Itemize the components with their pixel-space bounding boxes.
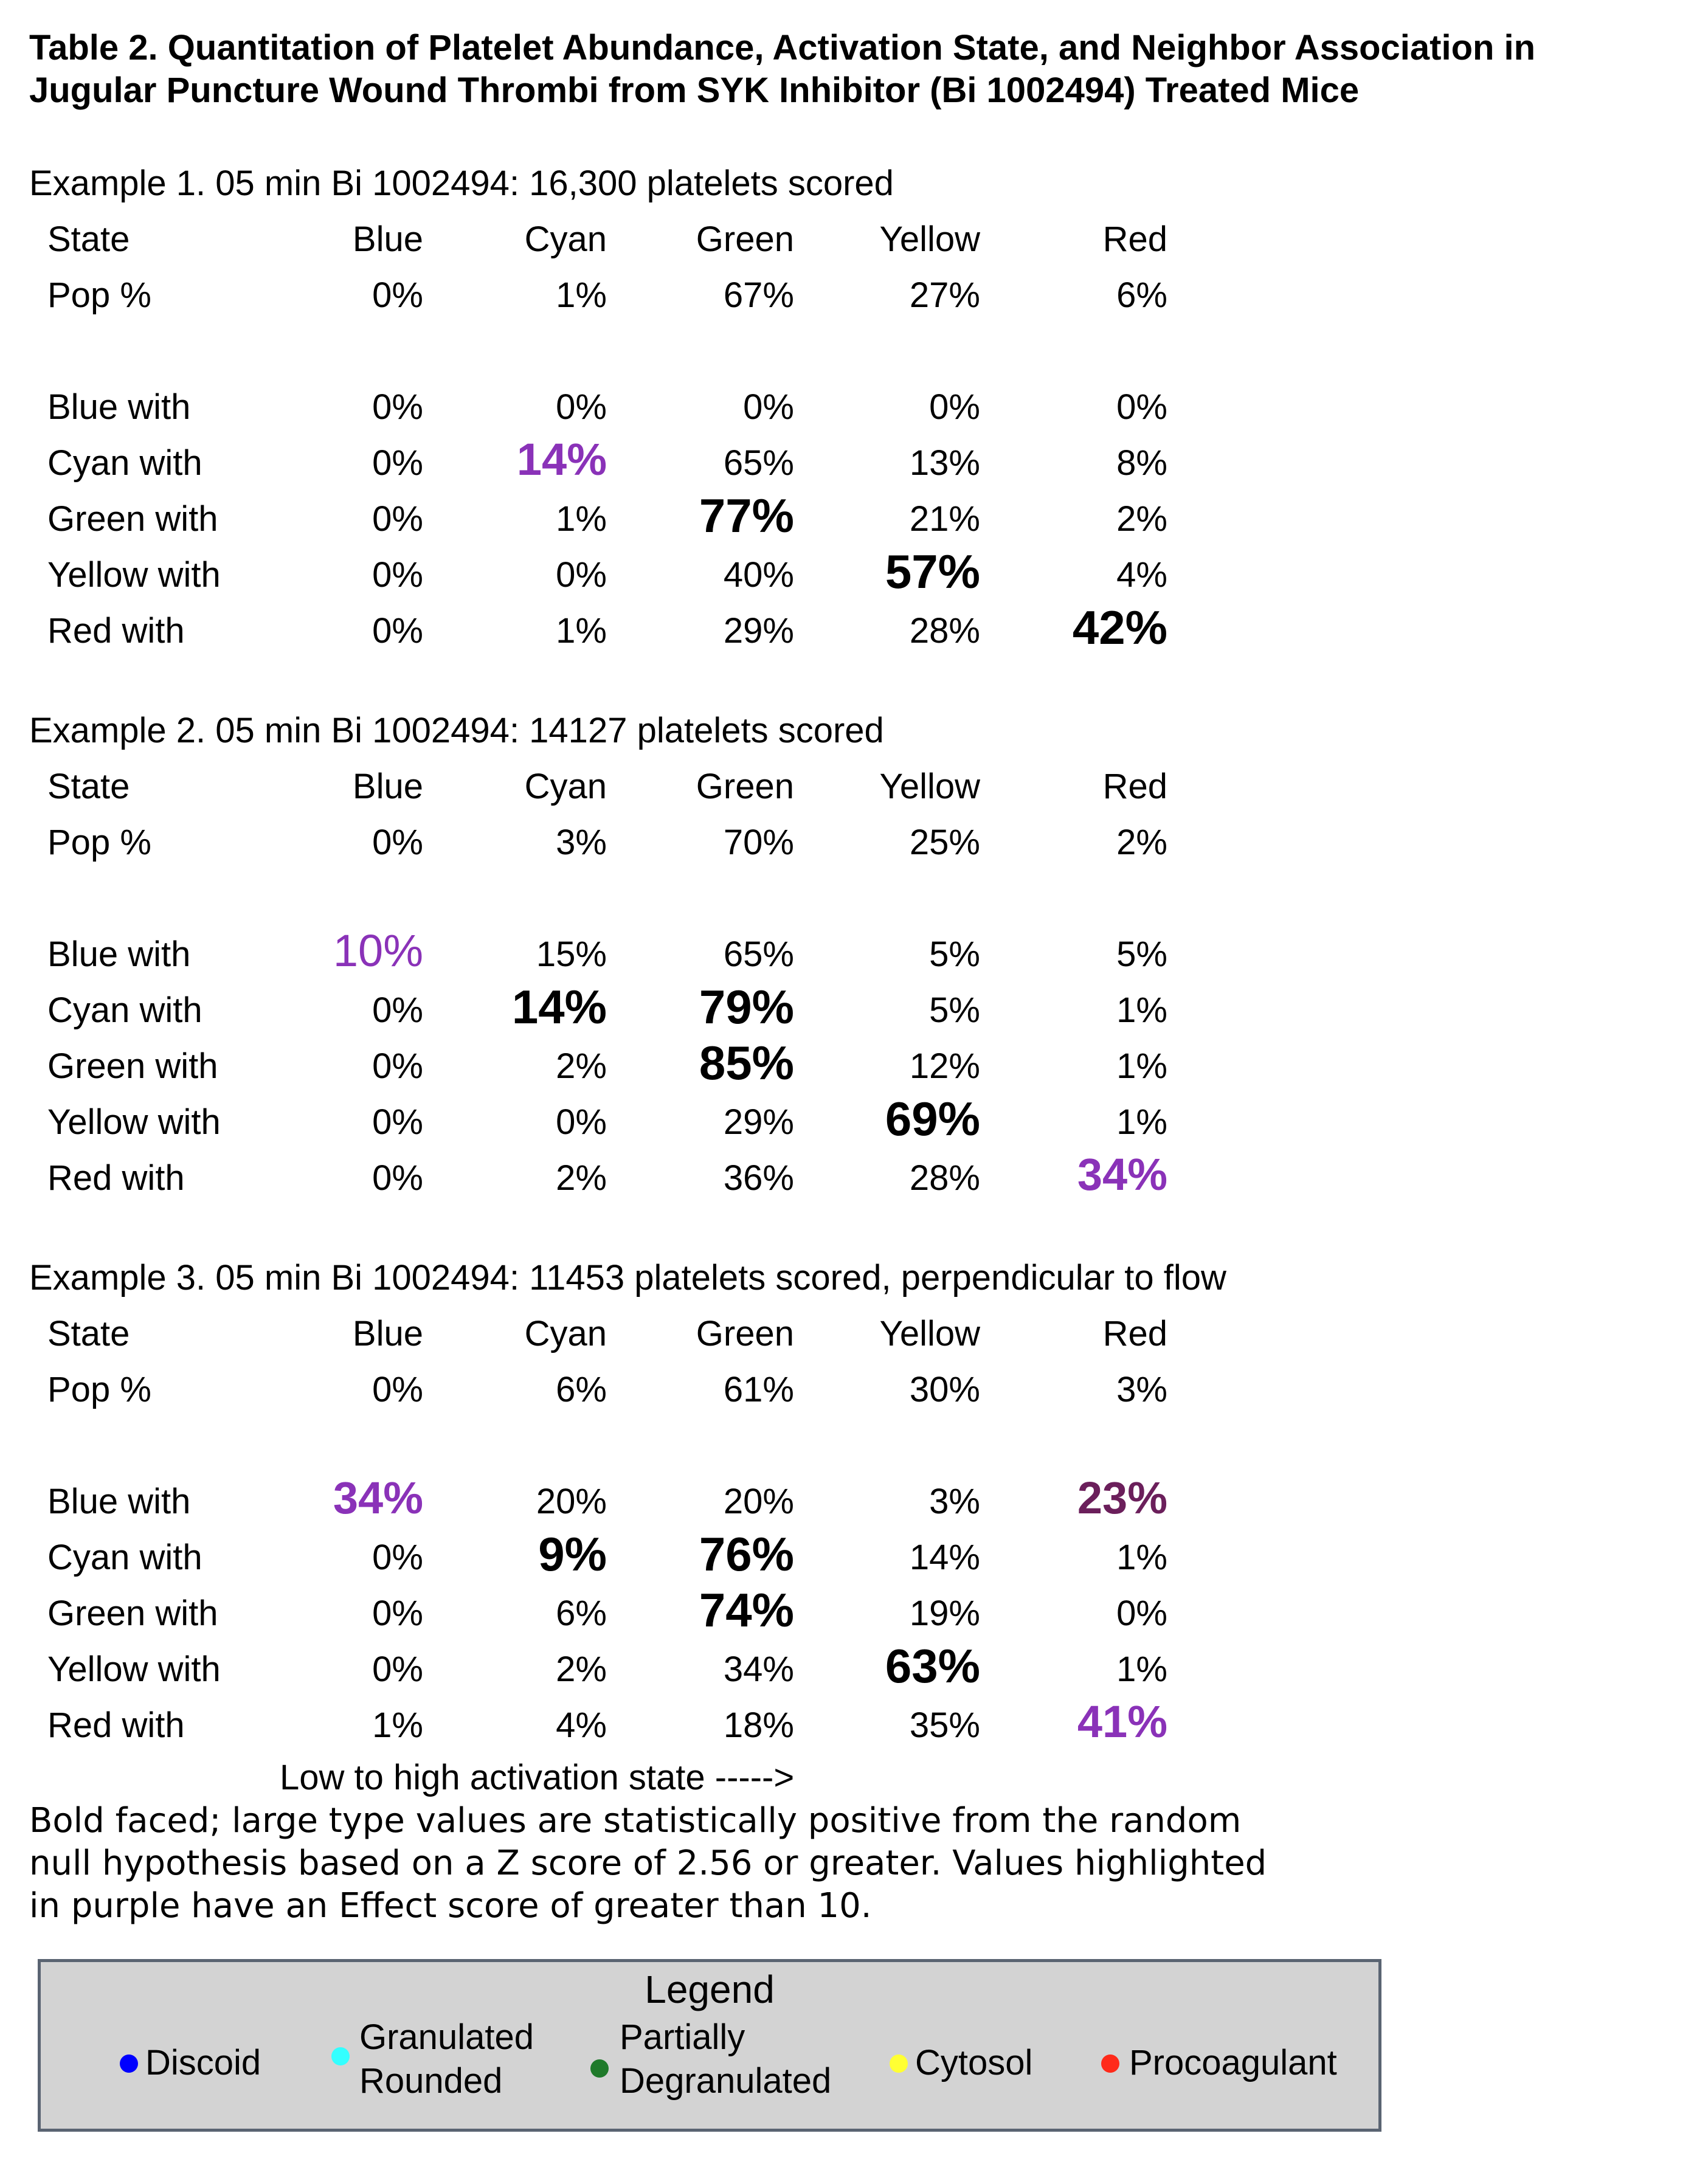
table-cell: 34% [723,1650,794,1689]
table-cell-significant: 14% [511,980,607,1034]
example-3-heading: Example 3. 05 min Bi 1002494: 11453 platelets scored, perpendicular to flow [29,1258,1226,1298]
table-row [0,980,1694,1038]
table-cell: 0% [929,387,980,427]
table-cell: 0% [556,555,607,595]
table-cell: 4% [1116,555,1167,595]
table-cell: 1% [556,499,607,539]
pop-value: 30% [909,1370,980,1409]
row-label: Cyan with [47,443,202,483]
row-label: Yellow with [47,1650,221,1689]
pop-label: Pop % [47,275,151,315]
example-1-pop-row [0,268,1694,323]
table-cell: 0% [372,611,423,651]
row-label: Green with [47,1046,218,1086]
title-line-2: Jugular Puncture Wound Thrombi from SYK Inhibitor (Bi 1002494) Treated Mice [29,71,1360,110]
pop-value: 6% [1116,275,1167,315]
table-cell: 5% [929,990,980,1030]
table-row [0,547,1694,603]
table-row [0,1150,1694,1206]
table-cell: 0% [1116,387,1167,427]
table-row [0,1038,1694,1094]
table-cell-highlight: 34% [1077,1149,1167,1200]
table-cell: 0% [372,1538,423,1577]
table-cell-significant: 69% [885,1092,980,1146]
table-cell-highlight: 23% [1077,1473,1167,1523]
table-cell: 65% [723,443,794,483]
table-row [0,1094,1694,1150]
table-row [0,1583,1694,1642]
table-cell: 2% [1116,499,1167,539]
pop-value: 25% [909,823,980,862]
row-label: Blue with [47,935,191,974]
example-2-pop-row [0,815,1694,871]
table-cell: 1% [1116,1102,1167,1142]
example-1-heading: Example 1. 05 min Bi 1002494: 16,300 platelets scored [29,164,894,203]
table-cell: 29% [723,611,794,651]
table-cell: 0% [372,555,423,595]
row-label: Red with [47,1158,185,1198]
table-cell: 6% [556,1594,607,1633]
table-row [0,1698,1694,1754]
legend-item-line: Partially [620,2017,745,2057]
table-row [0,927,1694,983]
table-cell: 4% [556,1705,607,1745]
header-red: Red [1102,767,1167,806]
table-cell-significant: 77% [699,489,794,542]
pop-label: Pop % [47,823,151,862]
header-blue: Blue [352,767,423,806]
table-cell: 14% [909,1538,980,1577]
table-cell: 5% [929,935,980,974]
table-cell: 0% [1116,1594,1167,1633]
legend-item-partially-degranulated [620,2016,831,2103]
table-cell: 20% [723,1482,794,1521]
header-green: Green [696,767,794,806]
legend [38,1959,1381,2132]
cytosol-dot-icon [890,2054,908,2073]
header-state: State [47,767,130,806]
legend-item-line: Degranulated [620,2061,832,2101]
footnote [29,1800,1428,1927]
row-label: Blue with [47,387,191,427]
row-label: Yellow with [47,555,221,595]
discoid-dot-icon [120,2054,138,2073]
table-cell-significant: 79% [699,980,794,1034]
pop-value: 1% [556,275,607,315]
header-blue: Blue [352,1314,423,1353]
table-cell: 8% [1116,443,1167,483]
table-cell: 35% [909,1705,980,1745]
table-cell: 5% [1116,935,1167,974]
header-red: Red [1102,219,1167,259]
procoagulant-dot-icon [1101,2054,1119,2073]
table-cell: 2% [556,1046,607,1086]
table-row [0,603,1694,659]
table-cell: 36% [723,1158,794,1198]
table-cell: 18% [723,1705,794,1745]
table-cell: 0% [372,1650,423,1689]
table-title [29,27,1671,112]
header-state: State [47,219,130,259]
table-cell: 28% [909,611,980,651]
table-cell: 19% [909,1594,980,1633]
table-cell-significant: 63% [885,1639,980,1693]
table-row [0,1474,1694,1530]
table-cell-significant: 74% [699,1583,794,1637]
row-label: Cyan with [47,990,202,1030]
pop-value: 61% [723,1370,794,1409]
footnote-line-1: Bold faced; large type values are statistically positive from the random [29,1801,1242,1840]
activation-note: Low to high activation state -----> [280,1758,795,1797]
row-label: Red with [47,1705,185,1745]
header-cyan: Cyan [524,767,607,806]
table-cell: 0% [372,1594,423,1633]
header-green: Green [696,1314,794,1353]
table-cell: 0% [372,1102,423,1142]
pop-value: 3% [556,823,607,862]
pop-value: 0% [372,1370,423,1409]
table-row [0,491,1694,547]
example-2-header-row [0,759,1694,815]
legend-item-line: Granulated [359,2017,534,2057]
table-cell-highlight: 41% [1077,1696,1167,1747]
pop-value: 70% [723,823,794,862]
pop-value: 0% [372,275,423,315]
pop-label: Pop % [47,1370,151,1409]
table-cell: 0% [372,499,423,539]
pop-value: 2% [1116,823,1167,862]
pop-value: 3% [1116,1370,1167,1409]
example-2-heading: Example 2. 05 min Bi 1002494: 14127 platelets scored [29,711,884,750]
header-yellow: Yellow [879,767,980,806]
table-cell: 0% [372,387,423,427]
table-cell-highlight: 10% [333,925,423,976]
header-cyan: Cyan [524,1314,607,1353]
table-cell: 40% [723,555,794,595]
legend-title: Legend [645,1968,775,2011]
pop-value: 67% [723,275,794,315]
table-cell: 15% [536,935,607,974]
table-cell: 12% [909,1046,980,1086]
legend-item-cytosol: Cytosol [915,2043,1033,2082]
table-row [0,435,1694,491]
header-green: Green [696,219,794,259]
legend-item-discoid: Discoid [145,2043,261,2082]
legend-item-procoagulant: Procoagulant [1129,2043,1337,2082]
table-cell-significant: 85% [699,1036,794,1090]
row-label: Yellow with [47,1102,221,1142]
table-cell: 29% [723,1102,794,1142]
row-label: Green with [47,499,218,539]
table-cell-significant: 57% [885,545,980,598]
table-cell: 0% [372,443,423,483]
table-row [0,379,1694,435]
row-label: Blue with [47,1482,191,1521]
header-yellow: Yellow [879,1314,980,1353]
table-cell: 3% [929,1482,980,1521]
legend-item-granulated [359,2016,534,2103]
table-cell: 1% [1116,1650,1167,1689]
row-label: Cyan with [47,1538,202,1577]
granulated-rounded-dot-icon [331,2047,350,2065]
table-cell: 2% [556,1650,607,1689]
table-cell: 1% [1116,1046,1167,1086]
example-3-pop-row [0,1362,1694,1418]
table-cell: 20% [536,1482,607,1521]
header-red: Red [1102,1314,1167,1353]
table-cell: 28% [909,1158,980,1198]
partially-degranulated-dot-icon [590,2059,609,2078]
table-cell: 1% [1116,1538,1167,1577]
table-cell-highlight: 34% [333,1473,423,1523]
header-cyan: Cyan [524,219,607,259]
header-state: State [47,1314,130,1353]
table-cell: 1% [372,1705,423,1745]
example-1-header-row [0,212,1694,268]
pop-value: 6% [556,1370,607,1409]
footnote-line-3: in purple have an Effect score of greater than 10. [29,1886,872,1926]
table-row [0,1639,1694,1698]
table-cell: 0% [743,387,794,427]
table-row [0,1527,1694,1586]
legend-item-line: Rounded [359,2061,503,2101]
pop-value: 0% [372,823,423,862]
table-cell: 21% [909,499,980,539]
table-cell: 2% [556,1158,607,1198]
table-cell-highlight: 14% [516,434,607,485]
table-cell: 65% [723,935,794,974]
table-cell-significant: 76% [699,1527,794,1581]
header-blue: Blue [352,219,423,259]
table-cell: 1% [1116,990,1167,1030]
table-cell: 13% [909,443,980,483]
footnote-line-2: null hypothesis based on a Z score of 2.56 or greater. Values highlighted [29,1844,1267,1883]
header-yellow: Yellow [879,219,980,259]
table-cell-significant: 42% [1072,601,1167,654]
table-cell: 0% [556,387,607,427]
row-label: Red with [47,611,185,651]
table-cell: 0% [372,990,423,1030]
table-cell: 0% [372,1158,423,1198]
pop-value: 27% [909,275,980,315]
example-3-header-row [0,1306,1694,1362]
title-line-1: Table 2. Quantitation of Platelet Abundance, Activation State, and Neighbor Association in [29,28,1536,67]
table-cell: 0% [556,1102,607,1142]
table-cell: 0% [372,1046,423,1086]
table-cell-significant: 9% [538,1527,607,1581]
table-cell: 1% [556,611,607,651]
row-label: Green with [47,1594,218,1633]
